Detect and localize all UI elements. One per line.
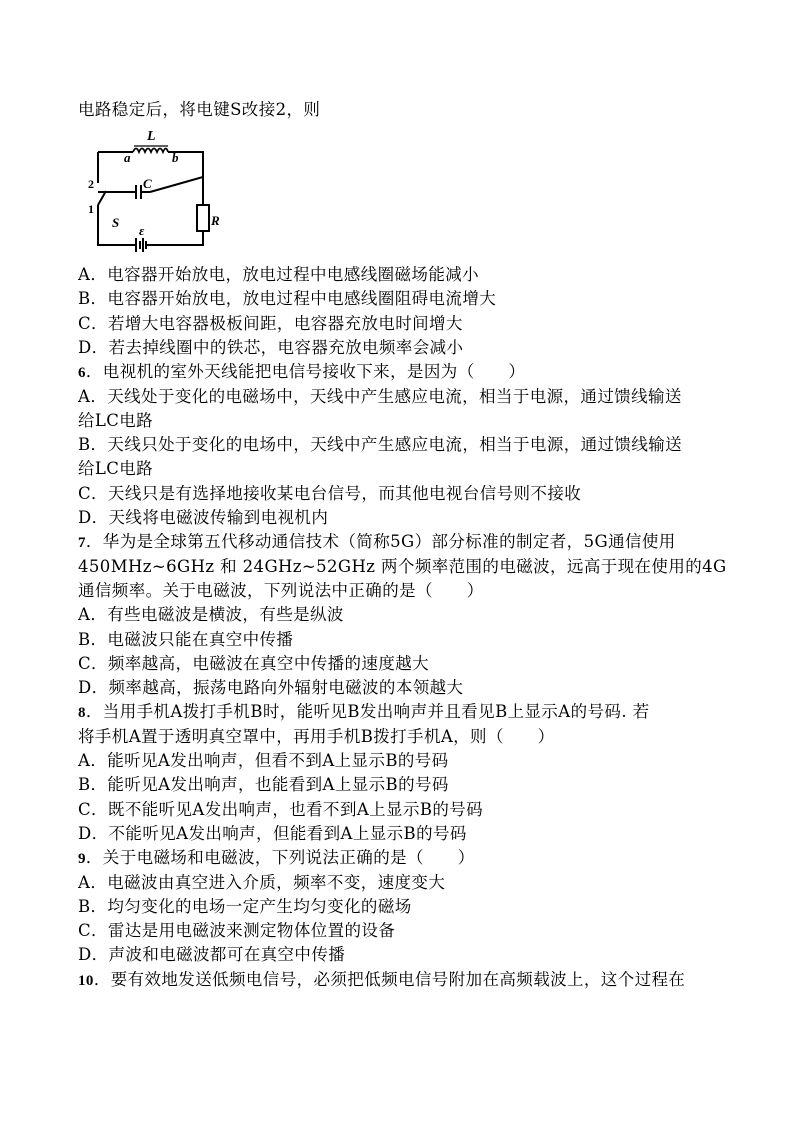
text-line: D．若去掉线圈中的铁芯，电容器充放电频率会减小: [78, 337, 464, 357]
text-line: A．天线处于变化的电磁场中，天线中产生感应电流，相当于电源，通过馈线输送: [78, 386, 682, 406]
question-header: [78, 700, 748, 725]
question-header: [78, 846, 748, 871]
text-line: 450MHz~6GHz 和 24GHz~52GHz 两个频率范围的电磁波，远高于现在使用的4G: [78, 556, 727, 576]
text-line: 给LC电路: [78, 410, 154, 430]
text-line: C．天线只是有选择地接收某电台信号，而其他电视台信号则不接收: [78, 483, 582, 503]
text-line: D．声波和电磁波都可在真空中传播: [78, 945, 346, 965]
question-header: [78, 968, 748, 993]
text-line: A．电磁波由真空进入介质，频率不变，速度变大: [78, 872, 446, 892]
question-number: 6: [78, 365, 86, 382]
label-L: L: [147, 129, 156, 144]
label-C: C: [143, 176, 152, 191]
label-a: a: [124, 150, 131, 165]
label-2: 2: [88, 177, 94, 191]
text-line: B．均匀变化的电场一定产生均匀变化的磁场: [78, 896, 412, 916]
text-line: D．不能听见A发出响声，但能看到A上显示B的号码: [78, 823, 467, 843]
text-line: B．天线只处于变化的电场中，天线中产生感应电流，相当于电源，通过馈线输送: [78, 435, 683, 455]
label-emf: ε: [139, 223, 145, 238]
text-line: 将手机A置于透明真空罩中，再用手机B拨打手机A，则（ ）: [78, 726, 555, 746]
question-text: ．要有效地发送低频电信号，必须把低频电信号附加在高频载波上，这个过程在: [93, 969, 686, 989]
question-text: ．当用手机A拨打手机B时，能听见B发出响声并且看见B上显示A的号码. 若: [85, 702, 650, 722]
question-text: ．电视机的室外天线能把电信号接收下来，是因为（ ）: [85, 362, 526, 382]
text-line: A．电容器开始放电，放电过程中电感线圈磁场能减小: [78, 265, 480, 284]
label-b: b: [172, 150, 179, 165]
text-line: A．有些电磁波是横波，有些是纵波: [78, 605, 344, 625]
question-number: 9: [78, 851, 86, 868]
question-number: 10: [78, 972, 94, 989]
lc-circuit-diagram: [88, 125, 218, 250]
question-header: [78, 360, 748, 385]
text-line: C．雷达是用电磁波来测定物体位置的设备: [78, 921, 396, 941]
question-number: 8: [78, 705, 86, 722]
question-text: ．华为是全球第五代移动通信技术（简称5G）部分标准的制定者，5G通信使用: [85, 532, 676, 552]
intro-text: 电路稳定后，将电键S改接2，则: [78, 100, 321, 119]
label-1: 1: [88, 202, 94, 216]
text-line: 通信频率。关于电磁波，下列说法中正确的是（ ）: [78, 580, 484, 600]
text-line: C．频率越高，电磁波在真空中传播的速度越大: [78, 653, 430, 673]
text-line: 给LC电路: [78, 459, 154, 479]
text-line: B．电磁波只能在真空中传播: [78, 629, 294, 649]
text-line: C．若增大电容器极板间距，电容器充放电时间增大: [78, 313, 463, 333]
text-line: D．频率越高，振荡电路向外辐射电磁波的本领越大: [78, 678, 464, 698]
label-S: S: [112, 215, 120, 230]
question-text: ．关于电磁场和电磁波，下列说法正确的是（ ）: [85, 848, 475, 868]
text-line: B．能听见A发出响声，也能看到A上显示B的号码: [78, 775, 449, 795]
text-line: C．既不能听见A发出响声，也看不到A上显示B的号码: [78, 799, 484, 819]
text-line: D．天线将电磁波传输到电视机内: [78, 508, 329, 527]
label-R: R: [211, 213, 220, 228]
question-number: 7: [78, 535, 86, 552]
question-header: [78, 530, 748, 555]
text-line: B．电容器开始放电，放电过程中电感线圈阻碍电流增大: [78, 289, 497, 309]
text-line: A．能听见A发出响声，但看不到A上显示B的号码: [78, 751, 449, 770]
